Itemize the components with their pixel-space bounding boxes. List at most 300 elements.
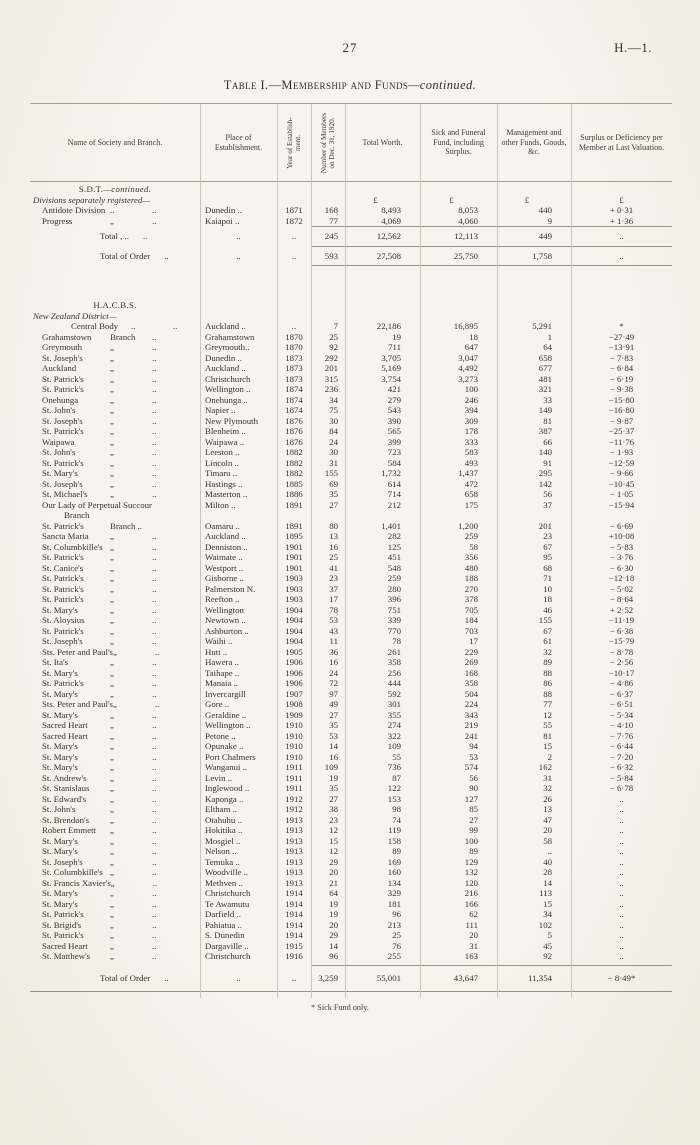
cell-members: 19 xyxy=(329,909,338,919)
section-subheading: New Zealand District— xyxy=(33,310,117,321)
cell-members: 27 xyxy=(329,793,338,804)
cell-society-name xyxy=(30,479,200,490)
cell-total-worth: 390 xyxy=(387,415,401,426)
cell-surplus-deficiency: −10·17 xyxy=(608,667,635,678)
cell-sick-fund: 100 xyxy=(464,384,478,394)
leader-dots: .. xyxy=(154,646,160,657)
cell-society-name xyxy=(30,552,200,563)
leader-dots: .. xyxy=(152,478,157,489)
cell-management-funds: 77 xyxy=(543,699,552,709)
cell-year: 1916 xyxy=(285,951,303,961)
leader-dots: .. xyxy=(152,898,157,909)
section-subheading-row xyxy=(30,311,672,322)
cell-surplus-deficiency: − 9·87 xyxy=(609,415,634,426)
table-row xyxy=(30,594,672,605)
cell-total-worth: 169 xyxy=(387,856,401,867)
cell-members: 24 xyxy=(329,667,338,678)
cell-total-worth: 592 xyxy=(387,688,401,699)
table-row xyxy=(30,731,672,742)
cell-place: Opunake .. xyxy=(205,741,244,751)
cell-society-name xyxy=(30,941,200,952)
leader-dots: .. xyxy=(152,363,157,373)
ditto-mark: „ xyxy=(112,699,117,709)
ditto-mark: „ xyxy=(110,762,114,772)
cell-management-funds: 387 xyxy=(538,426,552,436)
cell-place: Christchurch xyxy=(205,373,251,384)
cell-society-name xyxy=(30,657,200,668)
table-title-main: Table I.—Membership and Funds xyxy=(223,78,409,92)
currency-symbol: £ xyxy=(449,194,454,205)
cell-place: Waipawa .. xyxy=(205,436,245,447)
leader-dots: .. xyxy=(152,583,157,594)
table-row xyxy=(30,447,672,458)
ditto-mark: .. xyxy=(131,321,136,331)
cell-management-funds: 37 xyxy=(543,499,552,510)
leader-dots: .. xyxy=(152,352,157,363)
cell-year: 1891 xyxy=(285,499,303,510)
cell-surplus-deficiency: − 6·19 xyxy=(609,373,634,384)
cell-members: 25 xyxy=(329,552,338,562)
cell-members: 23 xyxy=(329,573,338,583)
cell-members: 16 xyxy=(329,541,338,552)
cell-total-worth: 213 xyxy=(387,919,401,930)
cell-members: 27 xyxy=(329,709,338,720)
society-name: Our Lady of Perpetual Succour xyxy=(42,499,152,510)
table-row xyxy=(30,689,672,700)
cell-sick-fund: 43,647 xyxy=(453,972,478,983)
cell-sick-fund: 53 xyxy=(469,751,478,762)
cell-members: 72 xyxy=(329,678,338,688)
table-row xyxy=(30,521,672,532)
cell-total-worth: 548 xyxy=(387,562,401,573)
cell-management-funds: 321 xyxy=(538,384,552,394)
cell-management-funds: 15 xyxy=(543,898,552,909)
cell-management-funds: 15 xyxy=(543,741,552,751)
society-name: St. Edward's xyxy=(42,793,87,804)
cell-place: Temuka .. xyxy=(205,856,240,867)
cell-society-name xyxy=(30,836,200,847)
cell-sick-fund: 120 xyxy=(464,877,478,888)
cell-management-funds: 56 xyxy=(543,489,552,499)
cell-society-name xyxy=(30,678,200,689)
cell-sick-fund: 62 xyxy=(469,909,478,919)
cell-surplus-deficiency: − 6·32 xyxy=(609,762,634,772)
cell-sick-fund: 178 xyxy=(464,426,478,436)
ditto-mark: „ xyxy=(110,436,114,447)
cell-total-worth: 280 xyxy=(387,583,401,594)
leader-dots: .. xyxy=(152,667,157,678)
cell-total-worth: 5,169 xyxy=(381,363,401,373)
cell-place: Onehunga .. xyxy=(205,394,248,405)
table-row xyxy=(30,773,672,784)
cell-sick-fund: 132 xyxy=(464,867,478,877)
cell-society-name xyxy=(30,584,200,595)
cell-year: 1891 xyxy=(285,520,303,531)
table-row xyxy=(30,363,672,374)
cell-place: Grahamstown xyxy=(205,331,255,342)
cell-place: Masterton .. xyxy=(205,489,248,499)
cell-society-name xyxy=(30,846,200,857)
cell-year: 1913 xyxy=(285,835,303,846)
cell-year: 1913 xyxy=(285,814,303,825)
cell-society-name xyxy=(30,647,200,658)
table-row xyxy=(30,468,672,479)
cell-society-name xyxy=(30,500,200,521)
cell-year: 1873 xyxy=(285,373,303,384)
cell-society-name xyxy=(30,437,200,448)
cell-management-funds: 142 xyxy=(538,478,552,489)
ditto-mark: Branch xyxy=(110,331,136,342)
cell-year: 1872 xyxy=(285,215,303,226)
table-row xyxy=(30,531,672,542)
cell-total-worth: 751 xyxy=(387,604,401,615)
leader-dots: .. xyxy=(152,783,157,793)
cell-place: Dunedin .. xyxy=(205,205,242,215)
cell-members: 245 xyxy=(324,231,338,241)
cell-place: New Plymouth xyxy=(205,415,259,426)
cell-year: 1871 xyxy=(285,205,303,215)
table-row xyxy=(30,888,672,899)
cell-surplus-deficiency: + 1·36 xyxy=(609,215,634,226)
cell-sick-fund: 1,200 xyxy=(458,520,478,531)
ditto-mark: „ xyxy=(110,846,114,856)
cell-members: 53 xyxy=(329,615,338,625)
cell-surplus-deficiency: − 7·83 xyxy=(609,352,634,363)
cell-management-funds: 34 xyxy=(543,909,552,919)
society-name: St. Patrick's xyxy=(42,457,84,468)
cell-year: 1874 xyxy=(285,405,303,415)
leader-dots: .. xyxy=(152,636,157,646)
cell-surplus-deficiency: +10·08 xyxy=(608,531,635,541)
cell-year: 1909 xyxy=(285,709,303,720)
cell-year: 1910 xyxy=(285,741,303,751)
cell-members: 109 xyxy=(324,762,338,772)
cell-total-worth: 421 xyxy=(387,384,401,394)
table-row xyxy=(30,857,672,868)
cell-total-worth: 274 xyxy=(387,720,401,730)
society-name: St. Columbkille's xyxy=(42,541,103,552)
cell-sick-fund: 259 xyxy=(464,531,478,541)
cell-place: Invercargill xyxy=(205,688,246,699)
cell-surplus-deficiency: − 3·76 xyxy=(609,552,634,562)
cell-place: Kaiapoi .. xyxy=(205,215,240,226)
society-name: Auckland xyxy=(42,363,77,373)
table-row xyxy=(30,353,672,364)
cell-management-funds: 67 xyxy=(543,625,552,636)
society-name: St. Joseph's xyxy=(42,415,83,426)
cell-place: Port Chalmers xyxy=(205,751,256,762)
cell-sick-fund: 703 xyxy=(464,625,478,636)
cell-total-worth: 96 xyxy=(392,909,401,919)
cell-society-name xyxy=(30,594,200,605)
cell-year: 1910 xyxy=(285,751,303,762)
cell-members: 64 xyxy=(329,888,338,898)
table-row xyxy=(30,741,672,752)
ditto-mark: „ xyxy=(110,835,114,846)
cell-sick-fund: 58 xyxy=(469,541,478,552)
cell-place: .. xyxy=(236,972,241,983)
ditto-mark: „ xyxy=(110,447,114,457)
ditto-mark: „ xyxy=(110,594,114,604)
cell-total-worth: 3,754 xyxy=(381,373,401,384)
leader-dots: .. xyxy=(173,321,178,331)
cell-society-name xyxy=(30,458,200,469)
cell-total-worth: 134 xyxy=(387,877,401,888)
society-name: St. Mary's xyxy=(42,846,78,856)
leader-dots: .. xyxy=(152,688,157,699)
cell-total-worth: 1,732 xyxy=(381,468,401,478)
column-header-name: Name of Society and Branch. xyxy=(67,137,163,147)
cell-management-funds: .. xyxy=(547,846,552,856)
table-row xyxy=(30,405,672,416)
society-name: St. Canice's xyxy=(42,562,84,573)
cell-surplus-deficiency: − 5·83 xyxy=(609,541,634,552)
cell-society-name xyxy=(30,626,200,637)
cell-year: 1912 xyxy=(285,793,303,804)
cell-members: 30 xyxy=(329,447,338,457)
column-divider xyxy=(200,104,201,998)
cell-management-funds: 45 xyxy=(543,940,552,951)
cell-members: 97 xyxy=(329,688,338,699)
cell-members: 201 xyxy=(324,363,338,373)
column-divider xyxy=(497,104,498,998)
cell-place: Newtown .. xyxy=(205,615,246,625)
society-name: St. Joseph's xyxy=(42,856,83,867)
cell-management-funds: 2 xyxy=(547,751,552,762)
ditto-mark: „ xyxy=(110,468,114,478)
society-name: St. Joseph's xyxy=(42,352,83,363)
cell-surplus-deficiency: − 5·34 xyxy=(609,709,634,720)
cell-management-funds: 28 xyxy=(543,867,552,877)
cell-total-label xyxy=(30,973,200,984)
cell-sick-fund: 17 xyxy=(469,636,478,646)
leader-dots: .. xyxy=(152,678,157,688)
cell-surplus-deficiency: − 5·84 xyxy=(609,772,634,783)
cell-society-name xyxy=(30,815,200,826)
leader-dots: .. xyxy=(152,919,157,930)
ditto-mark: „ xyxy=(110,804,114,814)
leader-dots: .. xyxy=(152,856,157,867)
cell-management-funds: 46 xyxy=(543,604,552,615)
cell-sick-fund: 3,273 xyxy=(458,373,478,384)
cell-members: 17 xyxy=(329,594,338,604)
cell-surplus-deficiency: −15·94 xyxy=(608,499,635,510)
cell-place: Pahiatua .. xyxy=(205,919,242,930)
ditto-mark: .. xyxy=(110,205,115,215)
cell-surplus-deficiency: .. xyxy=(619,804,624,814)
section-subheading: Divisions separately registered— xyxy=(33,194,151,205)
table-title xyxy=(0,78,700,93)
cell-sick-fund: 216 xyxy=(464,888,478,898)
leader-dots: .. xyxy=(152,373,157,384)
society-name: Grahamstown xyxy=(42,331,92,342)
cell-members: 53 xyxy=(329,730,338,741)
cell-total-worth: 358 xyxy=(387,657,401,667)
cell-total-worth: 396 xyxy=(387,594,401,604)
cell-members: 23 xyxy=(329,814,338,825)
cell-sick-fund: 309 xyxy=(464,415,478,426)
table-row xyxy=(30,720,672,731)
cell-members: 21 xyxy=(329,877,338,888)
cell-society-name xyxy=(30,573,200,584)
ditto-mark: „ xyxy=(110,940,114,951)
cell-place: Lincoln .. xyxy=(205,457,239,468)
cell-place: Dargaville .. xyxy=(205,940,249,951)
section-heading-row xyxy=(30,300,672,311)
currency-symbol: £ xyxy=(619,194,624,205)
leader-dots: .. xyxy=(154,699,160,709)
cell-management-funds: 149 xyxy=(538,405,552,415)
cell-members: 43 xyxy=(329,625,338,636)
cell-members: 593 xyxy=(324,250,338,261)
cell-year: 1911 xyxy=(285,762,303,772)
cell-sick-fund: 224 xyxy=(464,699,478,709)
ditto-mark: „ xyxy=(110,215,114,226)
society-name: Central Body xyxy=(71,321,119,331)
cell-place: Eltham .. xyxy=(205,804,238,814)
cell-management-funds: 61 xyxy=(543,636,552,646)
cell-total-worth: 444 xyxy=(387,678,401,688)
cell-year: 1914 xyxy=(285,919,303,930)
cell-year: 1874 xyxy=(285,394,303,405)
cell-sick-fund: 241 xyxy=(464,730,478,741)
cell-total-worth: 255 xyxy=(387,951,401,961)
ditto-mark: „ xyxy=(110,489,114,499)
leader-dots: .. xyxy=(152,384,157,394)
cell-place: Christchurch xyxy=(205,888,251,898)
cell-surplus-deficiency: − 1·93 xyxy=(609,447,634,457)
cell-total-worth: 543 xyxy=(387,405,401,415)
cell-members: 36 xyxy=(329,646,338,657)
table-row xyxy=(30,930,672,941)
society-name: St. Stanislaus xyxy=(42,783,90,793)
cell-members: 12 xyxy=(329,825,338,835)
leader-dots: .. xyxy=(152,447,157,457)
cell-members: 16 xyxy=(329,751,338,762)
society-name: Sacred Heart xyxy=(42,730,88,741)
leader-dots: .. xyxy=(152,405,157,415)
cell-sick-fund: 658 xyxy=(464,489,478,499)
leader-dots: .. xyxy=(152,846,157,856)
total-row xyxy=(30,247,672,266)
cell-sick-fund: 184 xyxy=(464,615,478,625)
cell-sick-fund: 574 xyxy=(464,762,478,772)
section-heading xyxy=(30,184,200,195)
leader-dots: .. xyxy=(152,415,157,426)
cell-place: Palmerston N. xyxy=(205,583,256,594)
cell-place: Manaia .. xyxy=(205,678,238,688)
society-name: Sts. Peter and Paul's xyxy=(42,699,113,709)
footnote: * Sick Fund only. xyxy=(311,1003,369,1012)
cell-society-name xyxy=(30,668,200,679)
table-row xyxy=(30,489,672,500)
cell-management-funds: 113 xyxy=(539,888,552,898)
cell-management-funds: 155 xyxy=(538,615,552,625)
cell-place: Otahuhu .. xyxy=(205,814,242,825)
cell-surplus-deficiency: − 6·30 xyxy=(609,562,634,573)
cell-total-worth: 119 xyxy=(388,825,401,835)
society-name: St. Patrick's xyxy=(42,909,84,919)
cell-surplus-deficiency: .. xyxy=(619,835,624,846)
cell-surplus-deficiency: .. xyxy=(619,867,624,877)
ditto-mark: „ xyxy=(110,741,114,751)
cell-place: Methven .. xyxy=(205,877,243,888)
cell-surplus-deficiency: − 8·78 xyxy=(609,646,634,657)
cell-management-funds: 81 xyxy=(543,730,552,741)
cell-year: 1895 xyxy=(285,531,303,541)
ditto-mark: „ xyxy=(110,531,114,541)
cell-members: 155 xyxy=(324,468,338,478)
table-row xyxy=(30,920,672,931)
cell-place: Greymouth.. xyxy=(205,342,250,352)
cell-total-worth: 55 xyxy=(392,751,401,762)
table-row xyxy=(30,941,672,952)
cell-total-worth: 322 xyxy=(387,730,401,741)
table-row xyxy=(30,867,672,878)
table-row xyxy=(30,458,672,469)
cell-surplus-deficiency: .. xyxy=(619,940,624,951)
cell-society-name xyxy=(30,205,200,216)
cell-members: 77 xyxy=(329,215,338,226)
cell-society-name xyxy=(30,920,200,931)
cell-surplus-deficiency: .. xyxy=(619,846,624,856)
cell-surplus-deficiency: .. xyxy=(619,951,624,961)
cell-management-funds: 33 xyxy=(543,394,552,405)
leader-dots: .. xyxy=(152,762,157,772)
cell-year: 1885 xyxy=(285,478,303,489)
leader-dots: .. xyxy=(152,730,157,741)
cell-society-name xyxy=(30,762,200,773)
table-row xyxy=(30,384,672,395)
society-name: Antidote Division xyxy=(42,205,106,215)
leader-dots: .. xyxy=(152,793,157,804)
cell-total-worth: 160 xyxy=(387,867,401,877)
table-row xyxy=(30,794,672,805)
ditto-mark: „ xyxy=(110,772,114,783)
cell-sick-fund: 504 xyxy=(464,688,478,699)
cell-surplus-deficiency: − 6·37 xyxy=(609,688,634,699)
cell-surplus-deficiency: − 6·69 xyxy=(609,520,634,531)
cell-management-funds: 23 xyxy=(543,531,552,541)
cell-sick-fund: 480 xyxy=(464,562,478,573)
cell-total-worth: 212 xyxy=(387,499,401,510)
ditto-mark: „ xyxy=(110,394,114,405)
cell-society-name xyxy=(30,710,200,721)
cell-society-name xyxy=(30,384,200,395)
cell-total-worth: 158 xyxy=(387,835,401,846)
leader-dots: .. xyxy=(152,205,157,215)
cell-year: 1904 xyxy=(285,604,303,615)
ditto-mark: „ xyxy=(110,583,114,594)
cell-society-name xyxy=(30,951,200,962)
cell-sick-fund: 111 xyxy=(465,919,478,930)
cell-place: Woodville .. xyxy=(205,867,249,877)
cell-members: 29 xyxy=(329,856,338,867)
cell-society-name xyxy=(30,605,200,616)
cell-total-worth: 279 xyxy=(387,394,401,405)
cell-sick-fund: 8,053 xyxy=(458,205,478,215)
cell-surplus-deficiency: −12·59 xyxy=(608,457,635,468)
table-row xyxy=(30,626,672,637)
cell-surplus-deficiency: −12·18 xyxy=(608,573,635,583)
society-name: St. Columbkille's xyxy=(42,867,103,877)
cell-management-funds: 481 xyxy=(538,373,552,384)
cell-surplus-deficiency: − 6·84 xyxy=(609,363,634,373)
cell-place: Mosgiel .. xyxy=(205,835,241,846)
section-name: S.D.T. xyxy=(78,184,104,194)
cell-society-name xyxy=(30,563,200,574)
cell-members: 11 xyxy=(329,636,338,646)
